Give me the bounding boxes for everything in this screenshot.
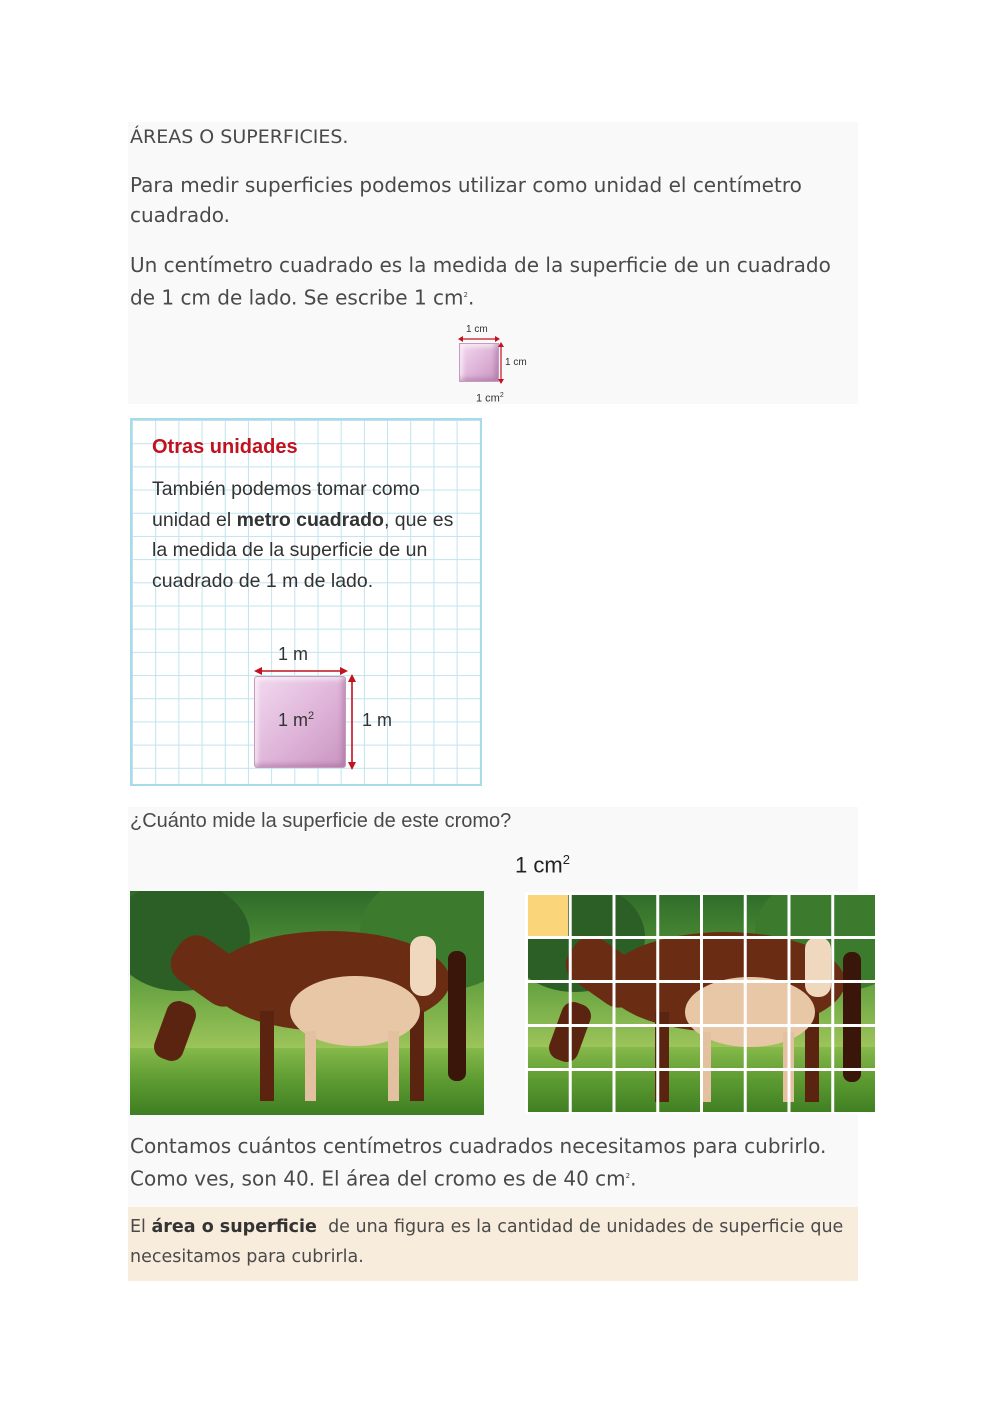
other-units-box	[130, 418, 482, 786]
intro-paragraph-2-text: Un centímetro cuadrado es la medida de la superficie de un cuadrado de 1 cm de lado. Se escribe 1 cm	[130, 253, 831, 310]
m-inside-text: 1 m	[278, 710, 309, 730]
definition-box	[128, 1207, 858, 1281]
foal-head	[410, 936, 436, 996]
cromo-answer	[130, 1131, 850, 1194]
definition-bold: área o superficie	[151, 1217, 317, 1237]
cromo-answer-text: Contamos cuántos centímetros cuadrados necesitamos para cubrirlo. Como ves, son 40. El área del cromo es de 40 cm	[130, 1134, 827, 1191]
cm-caption	[476, 392, 504, 405]
definition-pre: El	[130, 1217, 152, 1237]
cm-side-label: 1 cm	[505, 357, 527, 368]
foal-leg	[388, 1031, 399, 1101]
other-units-text-bold: metro cuadrado	[236, 508, 384, 531]
foal-leg	[305, 1031, 316, 1101]
cm-caption-text: 1 cm	[476, 392, 500, 405]
cm-caption-sup: 2	[499, 392, 504, 399]
cromo-question: ¿Cuánto mide la superficie de este cromo?	[130, 810, 512, 832]
m-side-arrow	[346, 674, 358, 770]
intro-paragraph-1: Para medir superficies podemos utilizar como unidad el centímetro cuadrado.	[130, 173, 802, 227]
m-inside-sup: 2	[308, 710, 315, 722]
mare-tail	[448, 951, 466, 1081]
square-cm-grid	[525, 892, 876, 1114]
m-side-label: 1 m	[362, 710, 393, 730]
period: .	[467, 285, 475, 310]
definition-post: de una figura es la cantidad de unidades de superficie que necesitamos para cubrirla.	[130, 1217, 849, 1267]
other-units-title: Otras unidades	[152, 436, 298, 458]
cm-top-label: 1 cm	[466, 324, 488, 335]
superscript: 2	[463, 291, 468, 299]
page-title: ÁREAS O SUPERFICIES.	[130, 126, 349, 148]
unit-cm2-label	[515, 852, 570, 878]
other-units-text-2: , que es la medida de la superficie de un cuadrado de 1 m de lado.	[152, 508, 454, 592]
m-top-label: 1 m	[278, 644, 309, 664]
mare-leg	[260, 1011, 274, 1101]
cm-square	[459, 343, 499, 382]
m-inside-label	[278, 710, 314, 731]
cromo-answer-sup: 2	[625, 1172, 631, 1180]
other-units-text	[152, 474, 472, 596]
horse-photo-with-grid	[525, 892, 876, 1114]
cromo-answer-period: .	[630, 1166, 637, 1191]
intro-paragraph-2	[130, 250, 855, 313]
horse-photo	[130, 891, 484, 1115]
definition-text	[130, 1212, 858, 1272]
other-units-text-1: También podemos tomar como unidad el	[152, 478, 420, 531]
unit-cm2-text: 1 cm	[515, 852, 563, 878]
unit-cm2-sup: 2	[562, 852, 570, 867]
